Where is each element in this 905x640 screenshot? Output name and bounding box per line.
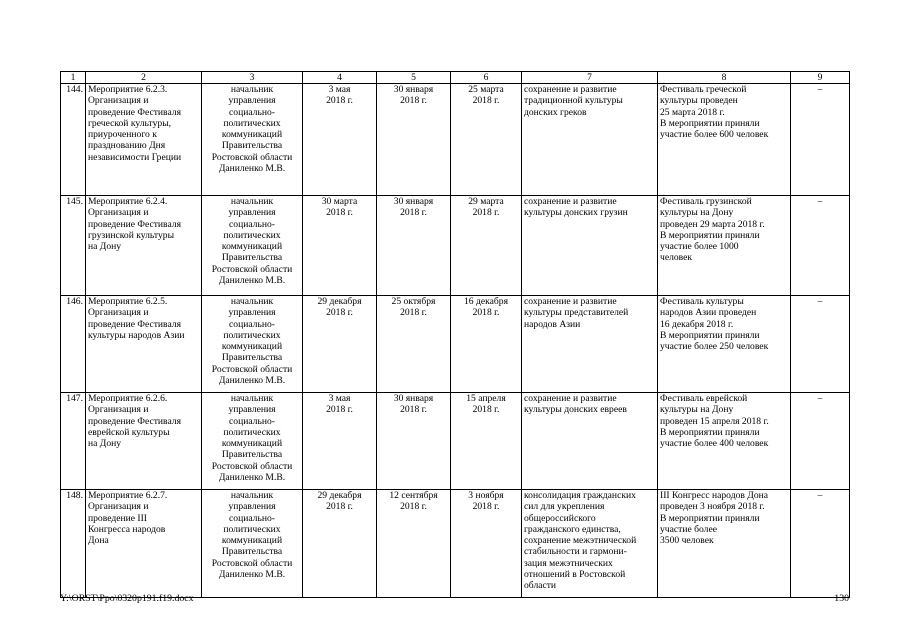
cell-line: человек (660, 252, 693, 264)
responsible-cell (202, 84, 303, 196)
cell-line: проведен 29 марта 2018 г. (660, 218, 765, 230)
cell-line: греческой культуры, (88, 117, 172, 129)
cell-line: стабильности и гармони- (524, 546, 627, 558)
cell-line: Мероприятие 6.2.3. (88, 84, 168, 95)
note-cell: – (791, 84, 850, 196)
cell-line: социально- (229, 106, 275, 118)
cell-line: 30 января (393, 196, 434, 207)
cell-line: сохранение межэтнической (524, 535, 637, 547)
cell-line: коммуникаций (221, 129, 283, 141)
cell-line: социально- (229, 415, 275, 427)
cell-line: управления (228, 207, 276, 219)
cell-line: Даниленко М.В. (218, 275, 286, 287)
cell-line: коммуникаций (221, 341, 283, 353)
cell-line: 3 ноября (468, 490, 504, 501)
cell-line: начальник (230, 296, 274, 307)
expected-result-cell (522, 84, 658, 196)
row-number-cell: 145. (61, 196, 86, 296)
cell-line: народов Азии проведен (660, 307, 757, 319)
cell-line: 2018 г. (400, 307, 427, 319)
cell-line: Дона (88, 535, 109, 547)
cell-line: зация межэтнических (524, 557, 613, 569)
cell-line: Даниленко М.В. (218, 569, 286, 581)
planned-date-cell (303, 296, 377, 393)
table-header-row (61, 72, 850, 84)
cell-line: политических (223, 426, 281, 438)
cell-line: культуры представителей (524, 307, 629, 319)
table-row (61, 196, 850, 296)
cell-line: проведение Фестиваля (88, 415, 182, 427)
cell-line: сохранение и развитие (524, 393, 617, 404)
planned-date-cell (303, 196, 377, 296)
footer-page-number: 130 (834, 593, 849, 604)
cell-line: политических (223, 329, 281, 341)
cell-line: коммуникаций (221, 438, 283, 450)
actual-result-cell (658, 490, 791, 598)
row-number-cell: 147. (61, 393, 86, 490)
cell-line: 25 марта 2018 г. (660, 106, 725, 118)
cell-line: управления (228, 307, 276, 319)
cell-line: Организация и (88, 95, 149, 107)
cell-line: 2018 г. (472, 307, 500, 319)
note-cell: – (791, 393, 850, 490)
cell-line: проведение III (88, 512, 147, 524)
cell-line: культуры на Дону (660, 207, 734, 219)
cell-line: 3 мая (328, 393, 351, 404)
expected-result-cell (522, 490, 658, 598)
cell-line: участие более (660, 523, 717, 535)
cell-line: 30 января (393, 84, 434, 95)
cell-line: отношений в Ростовской (524, 569, 626, 581)
cell-line: грузинской культуры (88, 229, 175, 241)
cell-line: 3500 человек (660, 535, 714, 547)
cell-line: 29 марта (468, 196, 504, 207)
start-date-cell (377, 296, 451, 393)
event-cell (86, 196, 202, 296)
cell-line: управления (228, 95, 276, 107)
cell-line: начальник (230, 84, 274, 95)
cell-line: 2018 г. (400, 501, 427, 513)
column-header: 1 (61, 72, 86, 84)
cell-line: независимости Греции (88, 151, 182, 163)
cell-line: 30 марта (321, 196, 358, 207)
row-number-cell: 148. (61, 490, 86, 598)
cell-line: 2018 г. (326, 501, 353, 513)
actual-result-cell (658, 84, 791, 196)
cell-line: 3 мая (328, 84, 351, 95)
cell-line: Даниленко М.В. (218, 375, 286, 387)
cell-line: Ростовской области (211, 557, 293, 569)
cell-line: социально- (229, 512, 275, 524)
cell-line: 2018 г. (472, 404, 500, 416)
cell-line: В мероприятии приняли (660, 426, 760, 438)
responsible-cell (202, 296, 303, 393)
event-cell (86, 393, 202, 490)
cell-line: Правительства (221, 140, 283, 152)
cell-line: 2018 г. (326, 207, 353, 219)
cell-line: Мероприятие 6.2.5. (88, 296, 168, 307)
column-header: 4 (303, 72, 377, 84)
cell-line: Правительства (221, 546, 283, 558)
cell-line: 2018 г. (326, 307, 353, 319)
cell-line: начальник (230, 196, 274, 207)
responsible-cell (202, 393, 303, 490)
footer-file-path: Y:\ORST\Ppo\0320p191.f19.docx (60, 593, 194, 604)
cell-line: Ростовской области (211, 363, 293, 375)
cell-line: на Дону (88, 438, 122, 450)
cell-line: 2018 г. (400, 95, 427, 107)
cell-line: Фестиваль грузинской (660, 196, 752, 207)
row-number-cell: 144. (61, 84, 86, 196)
cell-line: политических (223, 523, 281, 535)
cell-line: 25 марта (468, 84, 504, 95)
cell-line: 29 декабря (317, 296, 362, 307)
column-header: 3 (202, 72, 303, 84)
cell-line: празднованию Дня (88, 140, 166, 152)
cell-line: Организация и (88, 404, 149, 416)
cell-line: Правительства (221, 352, 283, 364)
cell-line: 16 декабря (464, 296, 508, 307)
cell-line: культуры проведен (660, 95, 738, 107)
cell-line: Правительства (221, 252, 283, 264)
actual-result-cell (658, 196, 791, 296)
actual-date-cell (451, 393, 522, 490)
cell-line: проведение Фестиваля (88, 218, 182, 230)
cell-line: донских греков (524, 106, 587, 118)
cell-line: управления (228, 404, 276, 416)
cell-line: Фестиваль греческой (660, 84, 747, 95)
cell-line: сохранение и развитие (524, 84, 617, 95)
cell-line: участие более 600 человек (660, 129, 769, 141)
start-date-cell (377, 84, 451, 196)
cell-line: 16 декабря 2018 г. (660, 318, 734, 330)
column-header: 7 (522, 72, 658, 84)
column-header: 2 (86, 72, 202, 84)
cell-line: Даниленко М.В. (218, 163, 286, 175)
planned-date-cell (303, 84, 377, 196)
cell-line: Правительства (221, 449, 283, 461)
table-row (61, 84, 850, 196)
planned-date-cell (303, 490, 377, 598)
cell-line: начальник (230, 393, 274, 404)
cell-line: Ростовской области (211, 151, 293, 163)
note-cell: – (791, 196, 850, 296)
cell-line: В мероприятии приняли (660, 512, 760, 524)
cell-line: III Конгресс народов Дона (660, 490, 769, 501)
report-table (60, 71, 850, 598)
cell-line: сил для укрепления (524, 501, 605, 513)
cell-line: 2018 г. (472, 207, 500, 219)
column-header: 6 (451, 72, 522, 84)
cell-line: сохранение и развитие (524, 196, 617, 207)
actual-date-cell (451, 84, 522, 196)
cell-line: 25 октября (391, 296, 436, 307)
cell-line: проведен 15 апреля 2018 г. (660, 415, 769, 427)
cell-line: коммуникаций (221, 241, 283, 253)
column-header: 9 (791, 72, 850, 84)
table-body (61, 84, 850, 598)
cell-line: культуры на Дону (660, 404, 734, 416)
cell-line: 2018 г. (326, 95, 353, 107)
cell-line: приуроченного к (88, 129, 157, 141)
start-date-cell (377, 196, 451, 296)
row-number-cell: 146. (61, 296, 86, 393)
expected-result-cell (522, 393, 658, 490)
cell-line: Организация и (88, 307, 149, 319)
cell-line: проведение Фестиваля (88, 318, 182, 330)
cell-line: проведение Фестиваля (88, 106, 182, 118)
cell-line: социально- (229, 218, 275, 230)
cell-line: Ростовской области (211, 263, 293, 275)
cell-line: Мероприятие 6.2.4. (88, 196, 168, 207)
cell-line: 2018 г. (400, 207, 427, 219)
cell-line: Организация и (88, 501, 149, 513)
cell-line: Мероприятие 6.2.6. (88, 393, 168, 404)
actual-date-cell (451, 490, 522, 598)
actual-result-cell (658, 393, 791, 490)
cell-line: проведен 3 ноября 2018 г. (660, 501, 765, 513)
planned-date-cell (303, 393, 377, 490)
cell-line: политических (223, 229, 281, 241)
cell-line: еврейской культуры (88, 426, 170, 438)
cell-line: коммуникаций (221, 535, 283, 547)
cell-line: области (524, 580, 557, 592)
cell-line: 30 января (393, 393, 434, 404)
cell-line: 29 декабря (317, 490, 362, 501)
cell-line: социально- (229, 318, 275, 330)
start-date-cell (377, 490, 451, 598)
column-header: 8 (658, 72, 791, 84)
note-cell: – (791, 490, 850, 598)
cell-line: Фестиваль еврейской (660, 393, 748, 404)
cell-line: традиционной культуры (524, 95, 623, 107)
cell-line: культуры донских евреев (524, 404, 627, 416)
start-date-cell (377, 393, 451, 490)
cell-line: участие более 1000 (660, 241, 739, 253)
actual-date-cell (451, 296, 522, 393)
table-row (61, 296, 850, 393)
column-header: 5 (377, 72, 451, 84)
table-row (61, 490, 850, 598)
cell-line: Фестиваль культуры (660, 296, 744, 307)
cell-line: 15 апреля (466, 393, 506, 404)
cell-line: общероссийского (524, 512, 596, 524)
event-cell (86, 296, 202, 393)
actual-result-cell (658, 296, 791, 393)
cell-line: Даниленко М.В. (218, 472, 286, 484)
cell-line: В мероприятии приняли (660, 229, 760, 241)
event-cell (86, 490, 202, 598)
expected-result-cell (522, 296, 658, 393)
cell-line: сохранение и развитие (524, 296, 617, 307)
cell-line: управления (228, 501, 276, 513)
cell-line: 12 сентября (389, 490, 438, 501)
responsible-cell (202, 490, 303, 598)
actual-date-cell (451, 196, 522, 296)
cell-line: политических (223, 117, 281, 129)
responsible-cell (202, 196, 303, 296)
cell-line: 2018 г. (472, 95, 500, 107)
cell-line: культуры донских грузин (524, 207, 628, 219)
cell-line: Организация и (88, 207, 149, 219)
cell-line: Конгресса народов (88, 523, 166, 535)
cell-line: 2018 г. (326, 404, 353, 416)
cell-line: народов Азии (524, 318, 581, 330)
cell-line: культуры народов Азии (88, 329, 185, 341)
cell-line: участие более 400 человек (660, 438, 769, 450)
cell-line: В мероприятии приняли (660, 117, 760, 129)
cell-line: участие более 250 человек (660, 341, 769, 353)
cell-line: Мероприятие 6.2.7. (88, 490, 168, 501)
table-row (61, 393, 850, 490)
event-cell (86, 84, 202, 196)
cell-line: гражданского единства, (524, 523, 621, 535)
cell-line: на Дону (88, 241, 122, 253)
cell-line: 2018 г. (472, 501, 500, 513)
note-cell: – (791, 296, 850, 393)
cell-line: В мероприятии приняли (660, 329, 760, 341)
cell-line: начальник (230, 490, 274, 501)
expected-result-cell (522, 196, 658, 296)
cell-line: Ростовской области (211, 460, 293, 472)
cell-line: консолидация гражданских (524, 490, 636, 501)
cell-line: 2018 г. (400, 404, 427, 416)
